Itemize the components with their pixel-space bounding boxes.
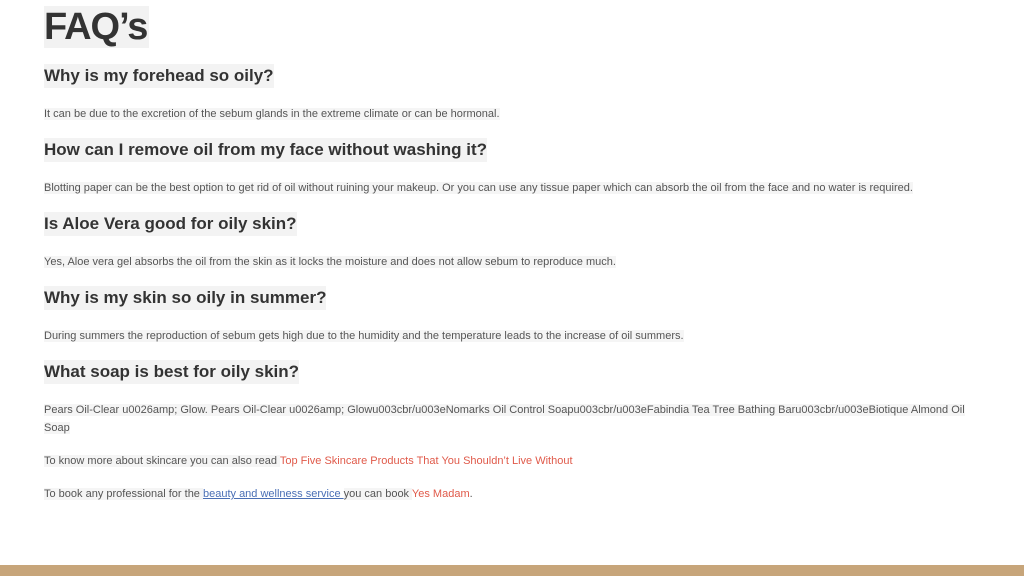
yes-madam-link[interactable]: Yes Madam <box>411 488 470 500</box>
book-paragraph <box>44 487 974 502</box>
faq-answer: Yes, Aloe vera gel absorbs the oil from the skin as it locks the moisture and does not allow sebum to reproduce much. <box>44 256 616 268</box>
faq-item <box>44 64 974 122</box>
faq-answer: During summers the reproduction of sebum gets high due to the humidity and the temperature leads to the increase of oil summers. <box>44 330 684 342</box>
faq-item <box>44 138 974 196</box>
book-prefix: To book any professional for the <box>44 488 203 500</box>
faq-answer: Blotting paper can be the best option to get rid of oil without ruining your makeup. Or you can use any tissue paper which can absorb the oil from the face and no water is required. <box>44 182 913 194</box>
faq-question: Why is my skin so oily in summer? <box>44 286 326 310</box>
faq-question: Why is my forehead so oily? <box>44 64 274 88</box>
know-more-prefix: To know more about skincare you can also read <box>44 455 280 467</box>
beauty-wellness-service-link[interactable]: beauty and wellness service <box>202 488 344 500</box>
bottom-bar <box>0 565 1024 576</box>
faq-item <box>44 286 974 344</box>
book-suffix: . <box>469 488 473 500</box>
content-area <box>44 6 974 502</box>
faq-item <box>44 212 974 270</box>
book-middle: you can book <box>343 488 412 500</box>
faq-question: Is Aloe Vera good for oily skin? <box>44 212 297 236</box>
faq-question: What soap is best for oily skin? <box>44 360 299 384</box>
faq-item <box>44 360 974 436</box>
page-title: FAQ’s <box>44 6 148 48</box>
know-more-paragraph <box>44 454 974 469</box>
faq-question: How can I remove oil from my face without washing it? <box>44 138 487 162</box>
faq-answer: Pears Oil-Clear u0026amp; Glow. Pears Oil-Clear u0026amp; Glowu003cbr/u003eNomarks Oil Control Soapu003cbr/u003eFabindia Tea Tree Bathing Baru003cbr/u003eBiotique Almond Oil Soap <box>44 404 965 434</box>
faq-answer: It can be due to the excretion of the sebum glands in the extreme climate or can be hormonal. <box>44 108 500 120</box>
skincare-article-link[interactable]: Top Five Skincare Products That You Shouldn’t Live Without <box>279 455 573 467</box>
